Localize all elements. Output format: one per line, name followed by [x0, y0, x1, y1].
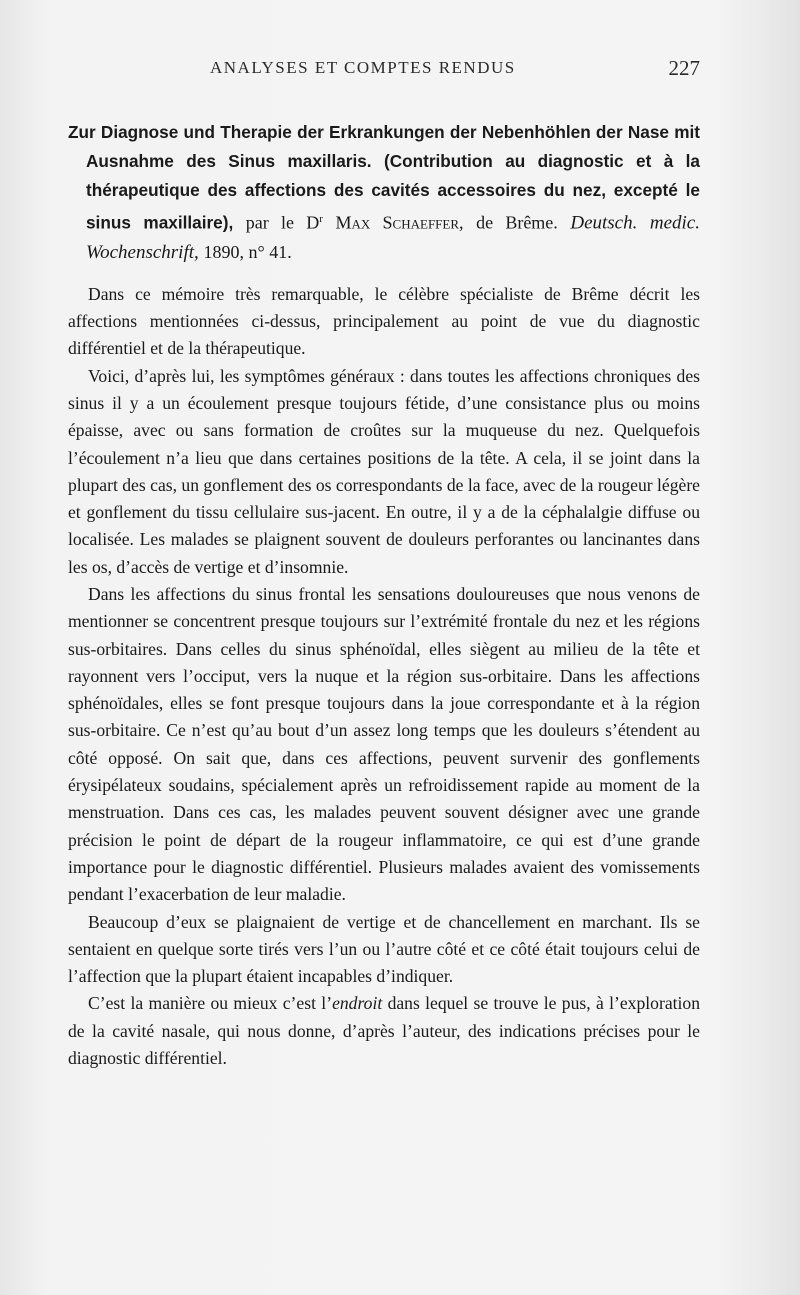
title-dr-sup: r [319, 213, 323, 225]
paragraph-5-emphasis: endroit [332, 993, 383, 1014]
journal-name: Deutsch. medic. Wochenschrift, [86, 212, 700, 263]
paragraph-5 [68, 990, 700, 1072]
citation: 1890, n° 41. [203, 241, 292, 262]
paragraph-2: Voici, d’après lui, les symptômes généraux : dans toutes les affections chroniques des sinus il y a un écoulement presque toujours fétide, d’une consistance plus ou moins épaisse, avec ou sans formation de croûtes sur la muqueuse du nez. Quelquefois l’écoulement n’a lieu que dans certaines positions de la tête. A cela, il se joint dans la plupart des cas, un gonflement des os correspondants de la face, avec de la rougeur légère et gonflement du tissu cellulaire sus-jacent. En outre, il y a de la céphalalgie diffuse ou localisée. Les malades se plaignent souvent de douleurs perforantes ou lancinantes dans les os, d’accès de vertige et d’insomnie. [68, 365, 700, 577]
paragraph-5-end: dans lequel se trouve le pus, à l’exploration de la cavité nasale, qui nous donne, d’après l’auteur, des indications précises pour le diagnostic différentiel. [68, 993, 700, 1069]
running-title: ANALYSES ET COMPTES RENDUS [210, 58, 516, 77]
page-body [68, 118, 700, 1072]
title-bold: Zur Diagnose und Therapie der Erkrankungen der Nebenhöhlen der Nase mit Ausnahme des Sinus maxillaris. (Contribution au diagnostic et à la thérapeutique des affections des cavités accessoires du nez, excepté le sinus maxillaire), [68, 122, 700, 233]
author-place: de Brême. [476, 212, 558, 233]
title-par: par le D [245, 212, 320, 233]
review-entry-title [68, 118, 700, 267]
paragraph-4: Beaucoup d’eux se plaignaient de vertige et de chancellement en marchant. Ils se sentaient en quelque sorte tirés vers l’un ou l’autre côté et ce côté était toujours celui de l’affection que la plupart étaient incapables d’indiquer. [68, 911, 700, 987]
page-number: 227 [668, 56, 700, 80]
author-name: Max Schaeffer, [335, 212, 464, 233]
running-head [70, 58, 700, 88]
paragraph-3: Dans les affections du sinus frontal les sensations douloureuses que nous venons de mentionner se concentrent presque toujours sur l’extrémité frontale du nez et les régions sus-orbitaires. Dans celles du sinus sphénoïdal, elles siègent au milieu de la tête et rayonnent vers l’occiput, vers la nuque et la région sus-orbitaire. Dans les affections sphénoïdales, elles se font presque toujours dans la joue correspondante et à la région sus-orbitaire. Ce n’est qu’au bout d’un assez long temps que les douleurs s’étendent au côté opposé. On sait que, dans ces affections, peuvent survenir des gonflements érysipélateux soudains, spécialement après un refroidissement rapide au moment de la menstruation. Dans ces cas, les malades peuvent souvent désigner avec une grande précision le point de départ de la rougeur inflammatoire, ce qui est d’une grande importance pour le diagnostic différentiel. Plusieurs malades avaient des vomissements pendant l’exacerbation de leur maladie. [68, 584, 700, 905]
paragraph-5-start: C’est la manière ou mieux c’est l’ [88, 993, 333, 1014]
paragraph-1: Dans ce mémoire très remarquable, le célèbre spécialiste de Brême décrit les affections mentionnées ci-dessus, principalement au point de vue du diagnostic différentiel et de la thérapeutique. [68, 283, 700, 359]
